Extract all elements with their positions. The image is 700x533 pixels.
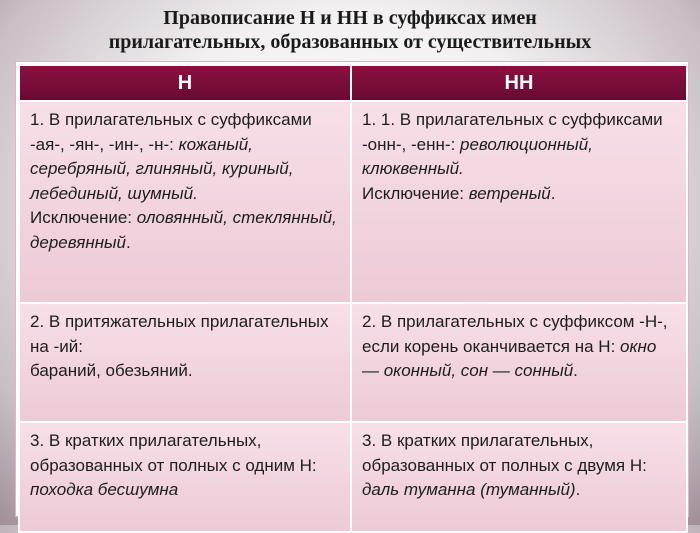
table-header-row	[19, 65, 687, 101]
rules-table	[16, 62, 688, 516]
cell-nn-2	[351, 303, 687, 422]
rule-text: 3. В кратких прилагательных, образованных от полных с одним Н:	[30, 431, 317, 475]
rule-text: 3. В кратких прилагательных, образованных от полных с двумя Н:	[362, 431, 647, 475]
rule-text: 2. В притяжательных прилагательных на -ий:	[30, 312, 329, 356]
rule-text: 2. В прилагательных с суффиксом -Н-, если корень оканчивается на Н:	[362, 312, 668, 356]
examples: походка бесшумна	[30, 480, 179, 499]
header-nn: НН	[351, 65, 687, 101]
end-punct: .	[187, 361, 193, 380]
cell-n-2	[19, 303, 351, 422]
cell-n-3	[19, 422, 351, 532]
exception-words: ветреный	[468, 183, 551, 203]
exception-label: Исключение:	[30, 208, 137, 227]
table-row	[19, 303, 687, 422]
examples: кожаный, серебряный, глиняный, куриный, лебединый, шумный.	[30, 134, 294, 203]
separator: :	[450, 134, 461, 154]
rule-text: 1. В прилагательных с суффиксами -ая-, -ян-, -ин-, -н-	[30, 110, 312, 154]
exception-label: Исключение:	[362, 183, 469, 203]
end-punct: .	[573, 361, 578, 380]
examples: даль туманна (туманный)	[362, 480, 576, 499]
header-n: Н	[19, 65, 351, 101]
exception-words: оловянный, стеклянный, деревянный	[30, 208, 337, 252]
end-punct: .	[550, 183, 556, 203]
examples: революционный, клюквенный.	[362, 134, 593, 178]
title-line-1: Правописание Н и НН в суффиксах имен	[163, 7, 537, 29]
table-row	[19, 101, 687, 303]
end-punct: .	[126, 232, 131, 252]
examples: бараний, обезьяний	[30, 361, 188, 380]
separator: :	[169, 134, 179, 154]
table-row	[19, 422, 687, 532]
cell-nn-1	[351, 101, 687, 303]
cell-nn-3	[351, 422, 687, 532]
title-line-2: прилагательных, образованных от существительных	[108, 31, 592, 53]
rule-text: 1. 1. В прилагательных с суффиксами -онн-, -енн-	[362, 110, 663, 154]
page-title	[0, 6, 700, 54]
cell-n-1	[19, 101, 351, 303]
end-punct: .	[575, 480, 581, 499]
examples: окно — оконный, сон — сонный	[362, 336, 657, 380]
